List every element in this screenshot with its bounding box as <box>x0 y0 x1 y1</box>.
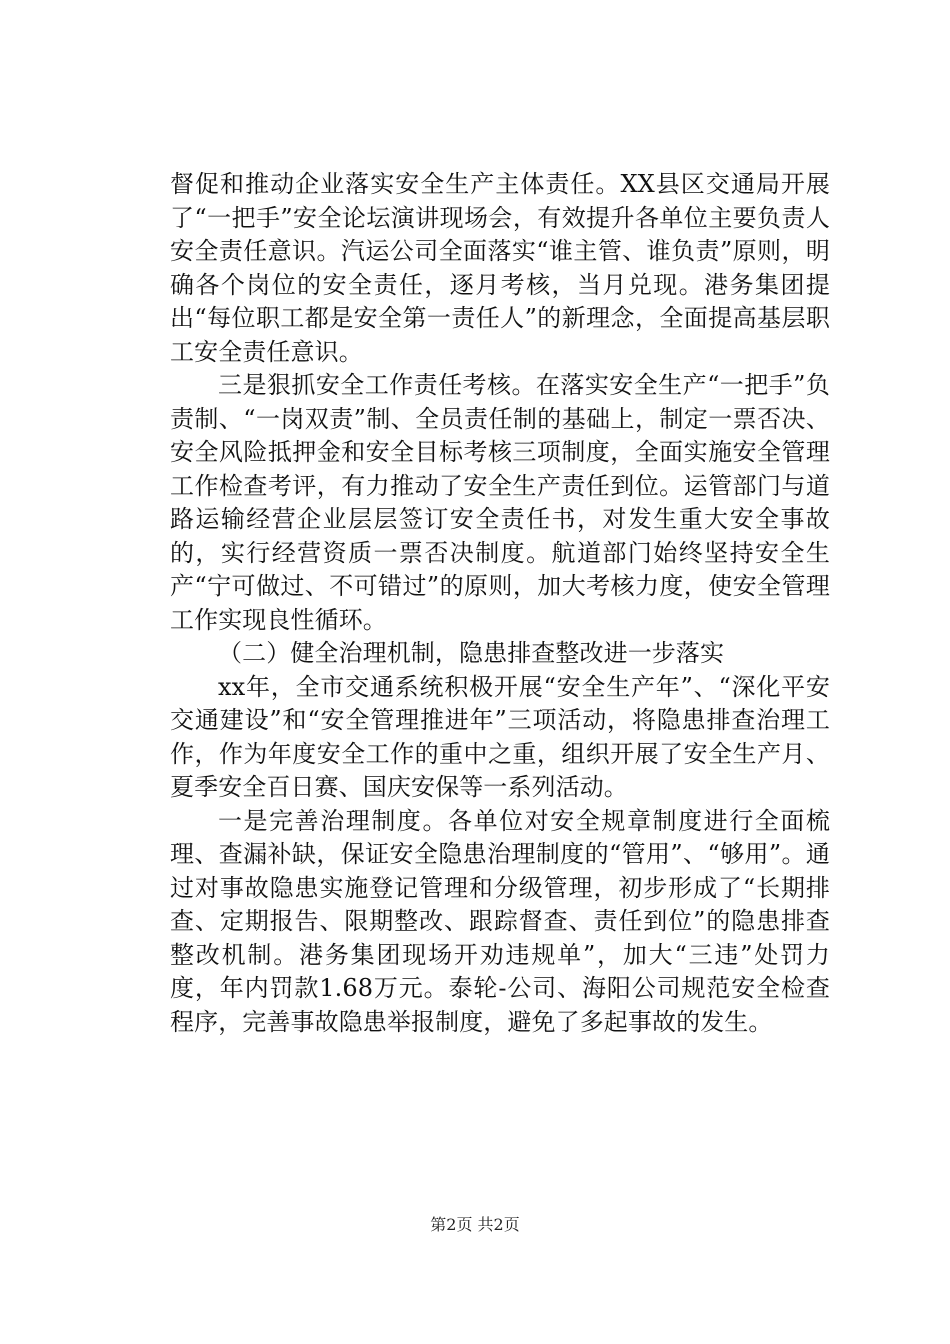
paragraph-4: 一是完善治理制度。各单位对安全规章制度进行全面梳理、查漏补缺，保证安全隐患治理制度的“管用”、“够用”。通过对事故隐患实施登记管理和分级管理，初步形成了“长期排查、定期报告、限期整改、跟踪督查、责任到位”的隐患排查整改机制。港务集团现场开劝违规单”，加大“三违”处罚力度，年内罚款1.68万元。泰轮-公司、海阳公司规范安全检查程序，完善事故隐患举报制度，避免了多起事故的发生。 <box>170 806 830 1036</box>
document-body <box>170 168 830 1039</box>
page-number-footer: 第2页 共2页 <box>430 1215 520 1234</box>
paragraph-3: xx年，全市交通系统积极开展“安全生产年”、“深化平安交通建设”和“安全管理推进年”三项活动，将隐患排查治理工作，作为年度安全工作的重中之重，组织开展了安全生产月、夏季安全百日赛、国庆安保等一系列活动。 <box>170 672 830 801</box>
paragraph-2: 三是狠抓安全工作责任考核。在落实安全生产“一把手”负责制、“一岗双责”制、全员责任制的基础上，制定一票否决、安全风险抵押金和安全目标考核三项制度，全面实施安全管理工作检查考评，有力推动了安全生产责任到位。运管部门与道路运输经营企业层层签订安全责任书，对发生重大安全事故的，实行经营资质一票否决制度。航道部门始终坚持安全生产“宁可做过、不可错过”的原则，加大考核力度，使安全管理工作实现良性循环。 <box>170 371 830 634</box>
section-heading: （二）健全治理机制，隐患排查整改进一步落实 <box>218 639 725 667</box>
paragraph-1: 督促和推动企业落实安全生产主体责任。XX县区交通局开展了“一把手”安全论坛演讲现场会，有效提升各单位主要负责人安全责任意识。汽运公司全面落实“谁主管、谁负责”原则，明确各个岗位的安全责任，逐月考核，当月兑现。港务集团提出“每位职工都是安全第一责任人”的新理念，全面提高基层职工安全责任意识。 <box>170 170 830 366</box>
